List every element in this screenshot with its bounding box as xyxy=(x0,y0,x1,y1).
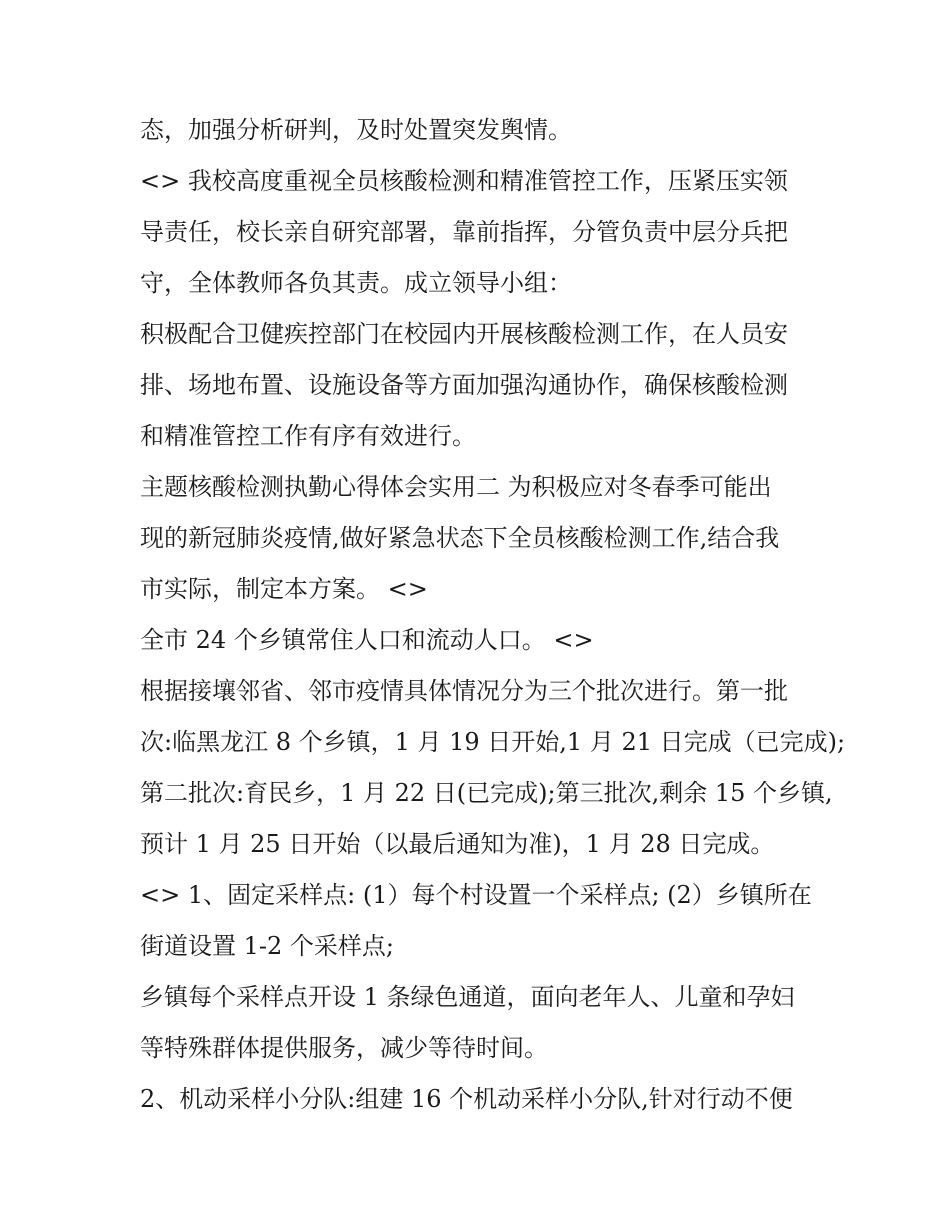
text-line: 守，全体教师各负其责。成立领导小组： xyxy=(140,269,572,297)
text-line: 积极配合卫健疾控部门在校园内开展核酸检测工作，在人员安 xyxy=(140,320,788,348)
text-line: 预计 1 月 25 日开始（以最后通知为准)，1 月 28 日完成。 xyxy=(140,830,775,858)
text-line: 街道设置 1-2 个采样点; xyxy=(140,932,394,960)
paragraph xyxy=(140,309,820,462)
text-line: 乡镇每个采样点开设 1 条绿色通道，面向老年人、儿童和孕妇 xyxy=(140,983,795,1011)
text-line: 全市 24 个乡镇常住人口和流动人口。 <> xyxy=(140,626,594,654)
paragraph xyxy=(140,615,820,666)
text-line: 导责任，校长亲自研究部署，靠前指挥，分管负责中层分兵把 xyxy=(140,218,788,246)
text-line: 2、机动采样小分队:组建 16 个机动采样小分队,针对行动不便 xyxy=(140,1085,793,1113)
paragraph xyxy=(140,870,820,972)
paragraph xyxy=(140,105,820,156)
document-body xyxy=(140,105,846,1125)
paragraph xyxy=(140,666,846,870)
paragraph xyxy=(140,156,820,309)
text-line: 现的新冠肺炎疫情,做好紧急状态下全员核酸检测工作,结合我 xyxy=(140,524,780,552)
paragraph xyxy=(140,462,820,615)
text-line: 态，加强分析研判，及时处置突发舆情。 xyxy=(140,116,572,144)
text-line: 第二批次:育民乡，1 月 22 日(已完成);第三批次,剩余 15 个乡镇, xyxy=(140,779,833,807)
text-line: 排、场地布置、设施设备等方面加强沟通协作，确保核酸检测 xyxy=(140,371,788,399)
text-line: 等特殊群体提供服务，减少等待时间。 xyxy=(140,1034,548,1062)
text-line: 根据接壤邻省、邻市疫情具体情况分为三个批次进行。第一批 xyxy=(140,677,788,705)
text-line: 市实际，制定本方案。 <> xyxy=(140,575,428,603)
paragraph xyxy=(140,1074,820,1125)
text-line: 和精准管控工作有序有效进行。 xyxy=(140,422,476,450)
text-line: <> 我校高度重视全员核酸检测和精准管控工作，压紧压实领 xyxy=(140,167,788,195)
text-line: <> 1、固定采样点: (1）每个村设置一个采样点; (2）乡镇所在 xyxy=(140,881,812,909)
text-line: 主题核酸检测执勤心得体会实用二 为积极应对冬春季可能出 xyxy=(140,473,772,501)
text-line: 次:临黑龙江 8 个乡镇，1 月 19 日开始,1 月 21 日完成（已完成); xyxy=(140,728,846,756)
paragraph xyxy=(140,972,820,1074)
